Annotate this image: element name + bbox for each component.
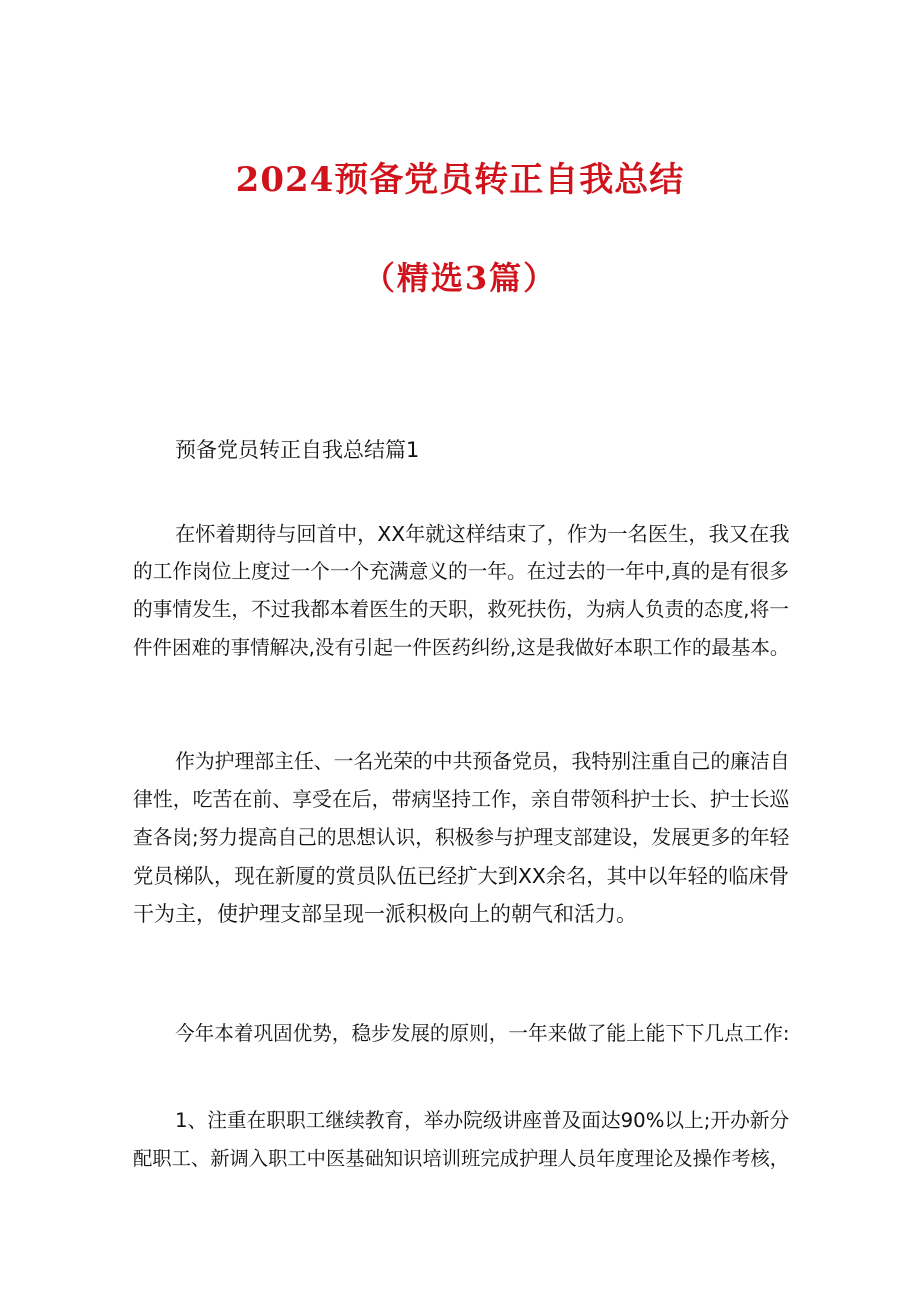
section-heading-text: 预备党员转正自我总结篇1 — [175, 438, 420, 462]
paragraph-line: 律性，吃苦在前、享受在后，带病坚持工作，亲自带领科护士长、护士长巡 — [133, 788, 790, 811]
paragraph-line: 党员梯队，现在新厦的赏员队伍已经扩大到XX余名，其中以年轻的临床骨 — [133, 864, 789, 888]
document-subtitle: （精选3篇） — [362, 259, 558, 297]
paragraph-4 — [133, 1102, 793, 1178]
document-title: 2024预备党员转正自我总结 — [235, 160, 685, 200]
paragraph-line: 件件困难的事情解决,没有引起一件医药纠纷,这是我做好本职工作的最基本。 — [133, 636, 790, 659]
paragraph-line: 查各岗;努力提高自己的思想认识，积极参与护理支部建设，发展更多的年轻 — [133, 826, 790, 849]
section-heading — [133, 431, 793, 469]
paragraph-line: 的事情发生，不过我都本着医生的天职，救死扶伤，为病人负责的态度,将一 — [133, 598, 789, 621]
paragraph-line: 在怀着期待与回首中，XX年就这样结束了，作为一名医生，我又在我 — [175, 522, 790, 546]
paragraph-1 — [133, 515, 793, 667]
paragraph-line: 配职工、新调入职工中医基础知识培训班完成护理人员年度理论及操作考核， — [133, 1147, 790, 1170]
paragraph-line: 1、注重在职职工继续教育，举办院级讲座普及面达90%以上;开办新分 — [175, 1109, 790, 1132]
paragraph-3 — [133, 1015, 793, 1053]
paragraph-line: 今年本着巩固优势，稳步发展的原则，一年来做了能上能下下几点工作: — [175, 1022, 790, 1045]
paragraph-2 — [133, 743, 793, 933]
paragraph-line: 干为主，使护理支部呈现一派积极向上的朝气和活力。 — [133, 902, 637, 926]
paragraph-line: 的工作岗位上度过一个一个充满意义的一年。在过去的一年中,真的是有很多 — [133, 560, 789, 583]
paragraph-line: 作为护理部主任、一名光荣的中共预备党员，我特别注重自己的廉洁自 — [175, 750, 790, 773]
